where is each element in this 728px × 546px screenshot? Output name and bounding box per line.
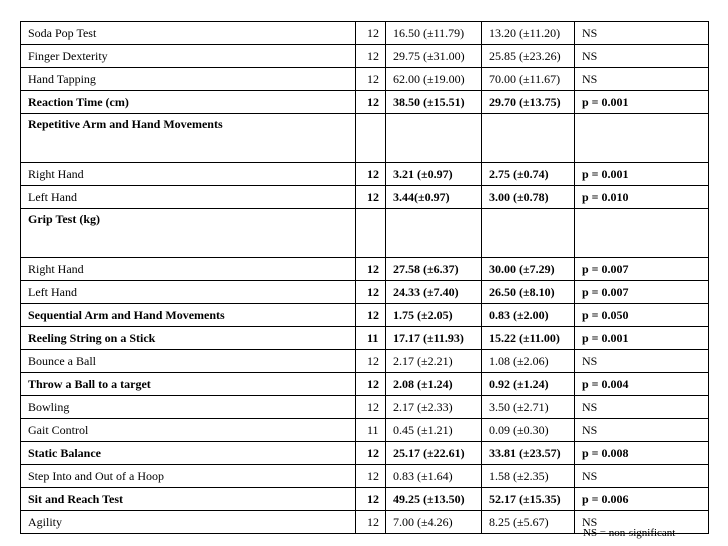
test-name-cell: Step Into and Out of a Hoop [21,465,356,488]
pre-value-cell: 2.08 (±1.24) [386,373,482,396]
n-cell: 12 [356,91,386,114]
pre-value-cell: 16.50 (±11.79) [386,22,482,45]
significance-cell: p = 0.001 [575,327,709,350]
test-name-cell: Sequential Arm and Hand Movements [21,304,356,327]
post-value-cell: 30.00 (±7.29) [482,258,575,281]
post-value-cell: 0.83 (±2.00) [482,304,575,327]
post-value-cell: 0.09 (±0.30) [482,419,575,442]
significance-cell: p = 0.008 [575,442,709,465]
footnote: NS = non-significant [583,527,676,539]
n-cell: 12 [356,163,386,186]
pre-value-cell: 17.17 (±11.93) [386,327,482,350]
pre-value-cell: 25.17 (±22.61) [386,442,482,465]
table-row [21,327,709,350]
table-row [21,68,709,91]
significance-cell: NS [575,45,709,68]
n-cell: 12 [356,511,386,534]
table-row [21,373,709,396]
n-cell [356,114,386,163]
n-cell: 11 [356,327,386,350]
n-cell [356,209,386,258]
test-name-cell: Throw a Ball to a target [21,373,356,396]
table-row [21,91,709,114]
table-row [21,45,709,68]
significance-cell: p = 0.050 [575,304,709,327]
test-name-cell: Reaction Time (cm) [21,91,356,114]
post-value-cell: 1.08 (±2.06) [482,350,575,373]
test-name-cell: Grip Test (kg) [21,209,356,258]
post-value-cell: 33.81 (±23.57) [482,442,575,465]
post-value-cell: 3.50 (±2.71) [482,396,575,419]
test-name-cell: Bounce a Ball [21,350,356,373]
significance-cell: p = 0.006 [575,488,709,511]
table-row [21,350,709,373]
significance-cell: p = 0.001 [575,163,709,186]
post-value-cell: 26.50 (±8.10) [482,281,575,304]
n-cell: 12 [356,442,386,465]
table-row [21,22,709,45]
pre-value-cell: 7.00 (±4.26) [386,511,482,534]
significance-cell: p = 0.001 [575,91,709,114]
pre-value-cell: 38.50 (±15.51) [386,91,482,114]
significance-cell: p = 0.007 [575,281,709,304]
pre-value-cell: 0.83 (±1.64) [386,465,482,488]
post-value-cell: 52.17 (±15.35) [482,488,575,511]
section-header-row [21,209,709,258]
n-cell: 12 [356,373,386,396]
post-value-cell: 70.00 (±11.67) [482,68,575,91]
post-value-cell [482,114,575,163]
test-name-cell: Static Balance [21,442,356,465]
pre-value-cell [386,209,482,258]
table-row [21,396,709,419]
post-value-cell [482,209,575,258]
pre-value-cell: 62.00 (±19.00) [386,68,482,91]
n-cell: 12 [356,281,386,304]
n-cell: 12 [356,186,386,209]
table-row [21,419,709,442]
n-cell: 12 [356,68,386,91]
table-row [21,186,709,209]
post-value-cell: 13.20 (±11.20) [482,22,575,45]
pre-value-cell: 3.21 (±0.97) [386,163,482,186]
pre-value-cell: 1.75 (±2.05) [386,304,482,327]
post-value-cell: 25.85 (±23.26) [482,45,575,68]
table-row [21,258,709,281]
significance-cell: NS [575,22,709,45]
post-value-cell: 1.58 (±2.35) [482,465,575,488]
n-cell: 11 [356,419,386,442]
significance-cell: p = 0.004 [575,373,709,396]
test-name-cell: Agility [21,511,356,534]
post-value-cell: 0.92 (±1.24) [482,373,575,396]
table-row [21,442,709,465]
test-name-cell: Right Hand [21,258,356,281]
significance-cell: p = 0.007 [575,258,709,281]
n-cell: 12 [356,396,386,419]
pre-value-cell: 3.44(±0.97) [386,186,482,209]
significance-cell: NS [575,396,709,419]
post-value-cell: 2.75 (±0.74) [482,163,575,186]
n-cell: 12 [356,45,386,68]
significance-cell: p = 0.010 [575,186,709,209]
n-cell: 12 [356,488,386,511]
test-name-cell: Left Hand [21,281,356,304]
test-name-cell: Hand Tapping [21,68,356,91]
test-name-cell: Soda Pop Test [21,22,356,45]
significance-cell [575,114,709,163]
test-name-cell: Repetitive Arm and Hand Movements [21,114,356,163]
test-name-cell: Finger Dexterity [21,45,356,68]
test-name-cell: Left Hand [21,186,356,209]
pre-value-cell [386,114,482,163]
test-name-cell: Right Hand [21,163,356,186]
post-value-cell: 8.25 (±5.67) [482,511,575,534]
post-value-cell: 29.70 (±13.75) [482,91,575,114]
post-value-cell: 3.00 (±0.78) [482,186,575,209]
pre-value-cell: 29.75 (±31.00) [386,45,482,68]
n-cell: 12 [356,304,386,327]
significance-cell: NS [575,419,709,442]
n-cell: 12 [356,22,386,45]
table-row [21,465,709,488]
table-row [21,281,709,304]
pre-value-cell: 2.17 (±2.33) [386,396,482,419]
section-header-row [21,114,709,163]
significance-cell: NS [575,350,709,373]
results-table [20,21,709,534]
test-name-cell: Sit and Reach Test [21,488,356,511]
pre-value-cell: 0.45 (±1.21) [386,419,482,442]
table-row [21,304,709,327]
n-cell: 12 [356,258,386,281]
test-name-cell: Reeling String on a Stick [21,327,356,350]
n-cell: 12 [356,350,386,373]
pre-value-cell: 2.17 (±2.21) [386,350,482,373]
significance-cell: NS [575,465,709,488]
table-row [21,488,709,511]
test-name-cell: Gait Control [21,419,356,442]
n-cell: 12 [356,465,386,488]
significance-cell [575,209,709,258]
pre-value-cell: 27.58 (±6.37) [386,258,482,281]
table-row [21,163,709,186]
pre-value-cell: 24.33 (±7.40) [386,281,482,304]
post-value-cell: 15.22 (±11.00) [482,327,575,350]
significance-cell: NS [575,68,709,91]
results-table-body [21,22,709,534]
pre-value-cell: 49.25 (±13.50) [386,488,482,511]
significance-cell: NS [575,511,709,534]
test-name-cell: Bowling [21,396,356,419]
